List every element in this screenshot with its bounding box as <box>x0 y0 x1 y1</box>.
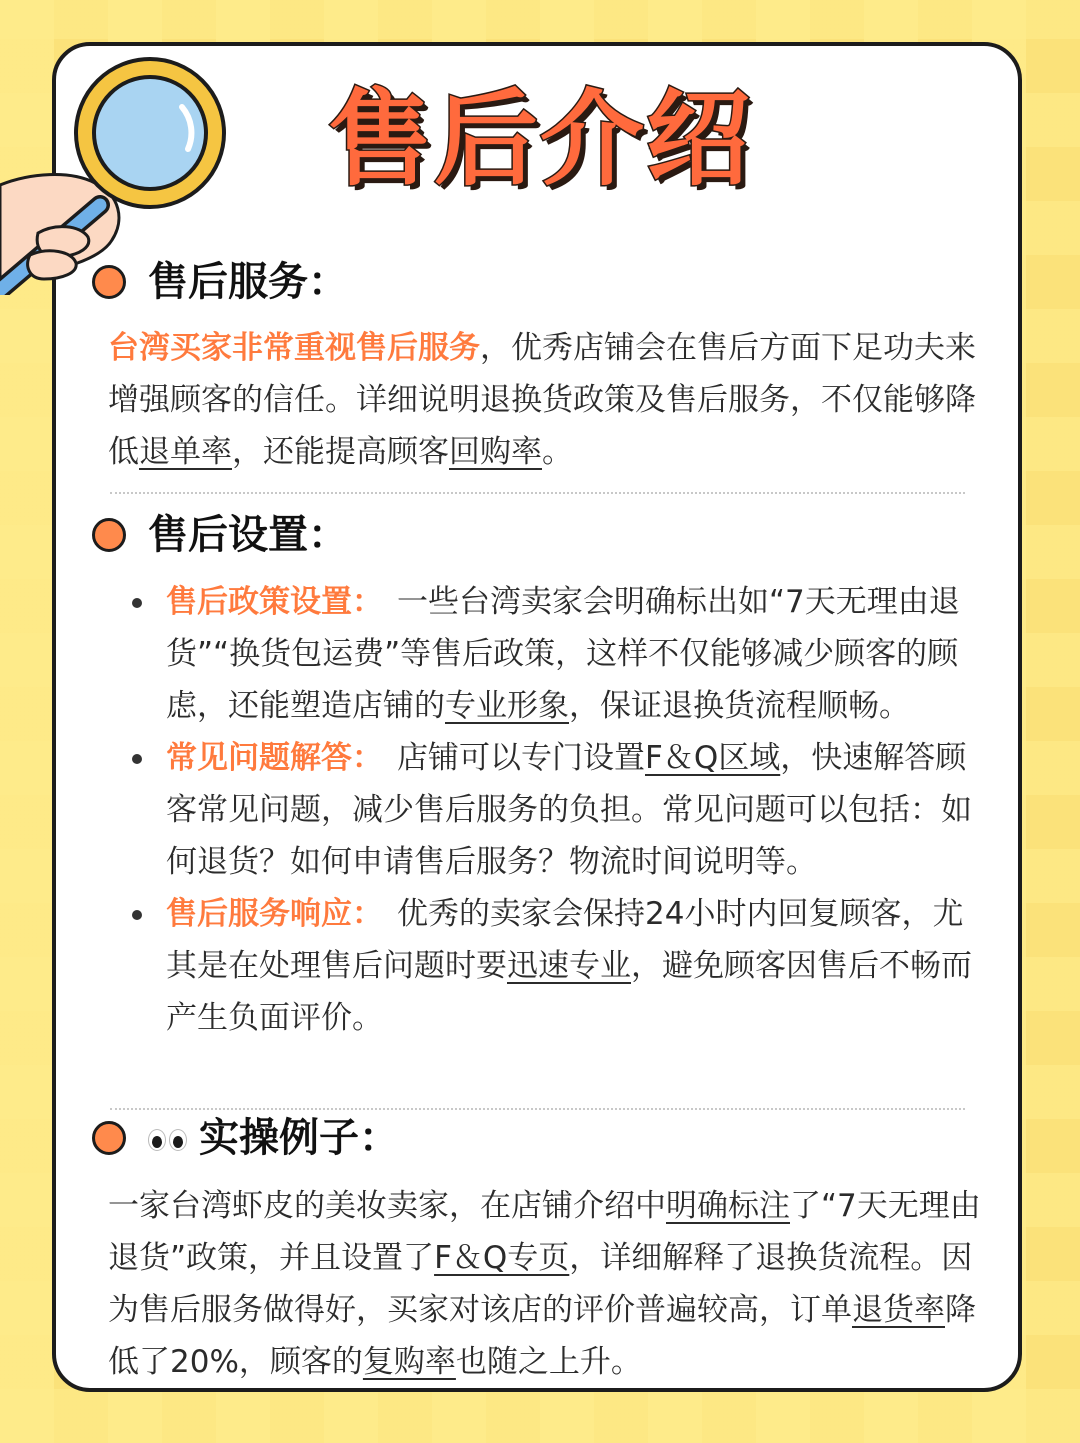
heading-text: 售后设置： <box>148 512 348 558</box>
item-label: 常见问题解答： <box>166 740 383 776</box>
page-title: 售后介绍 <box>327 78 752 200</box>
bullet-dot-icon <box>92 518 126 552</box>
settings-list <box>132 576 992 1044</box>
divider <box>110 492 965 494</box>
text-run: ，优秀店铺会在售后方面下足功夫来增强顾客的信任。详细说明退换货政策及售后服务，不仅能够降低 <box>108 330 976 470</box>
underline-text: 复购率 <box>362 1344 456 1380</box>
underline-text: 退单率 <box>139 434 232 470</box>
text-run: ，还能提高顾客 <box>232 434 449 470</box>
heading-text: 实操例子： <box>199 1115 399 1161</box>
example-paragraph <box>108 1180 993 1388</box>
section-heading-service <box>92 252 354 312</box>
list-item <box>132 888 992 1044</box>
text-run: 了“7天无理由退货”政策，并且设置了 <box>108 1188 981 1276</box>
text-run: 降低了20%，顾客的 <box>108 1292 976 1380</box>
service-paragraph <box>108 322 993 478</box>
text-run: ，保证退换货流程顺畅。 <box>569 688 910 724</box>
bullet-dot-icon <box>92 1121 126 1155</box>
section-heading-example <box>92 1108 405 1168</box>
highlight-text: 台湾买家非常重视售后服务 <box>108 330 480 366</box>
underline-text: 回购率 <box>449 434 542 470</box>
underline-text: F＆Q区域 <box>645 740 781 776</box>
eyes-icon <box>148 1129 187 1151</box>
text-run: 也随之上升。 <box>455 1344 642 1380</box>
text-run: 店铺可以专门设置 <box>397 740 645 776</box>
underline-text: 专业形象 <box>445 688 569 724</box>
list-item <box>132 576 992 732</box>
underline-text: 退货率 <box>852 1292 945 1328</box>
underline-text: 明确标注 <box>666 1188 790 1224</box>
item-label: 售后政策设置： <box>166 584 383 620</box>
underline-text: 迅速专业 <box>507 948 631 984</box>
text-run: ，详细解释了退换货流程。因为售后服务做得好，买家对该店的评价普遍较高，订单 <box>108 1240 973 1328</box>
text-run: ，避免顾客因售后不畅而产生负面评价。 <box>166 948 972 1036</box>
item-label: 售后服务响应： <box>166 896 383 932</box>
text-run: 。 <box>542 434 573 470</box>
text-run: 一些台湾卖家会明确标出如“7天无理由退货”“换货包运费”等售后政策，这样不仅能够减少顾客的顾虑，还能塑造店铺的 <box>166 584 960 724</box>
heading-text: 售后服务： <box>148 259 348 305</box>
section-heading-settings <box>92 505 354 565</box>
text-run: ，快速解答顾客常见问题，减少售后服务的负担。常见问题可以包括：如何退货？如何申请售后服务？物流时间说明等。 <box>166 740 972 880</box>
text-run: 一家台湾虾皮的美妆卖家，在店铺介绍中 <box>108 1188 666 1224</box>
underline-text: F＆Q专页 <box>434 1240 570 1276</box>
list-item <box>132 732 992 888</box>
text-run: 优秀的卖家会保持24小时内回复顾客，尤其是在处理售后问题时要 <box>166 896 964 984</box>
bullet-dot-icon <box>92 265 126 299</box>
